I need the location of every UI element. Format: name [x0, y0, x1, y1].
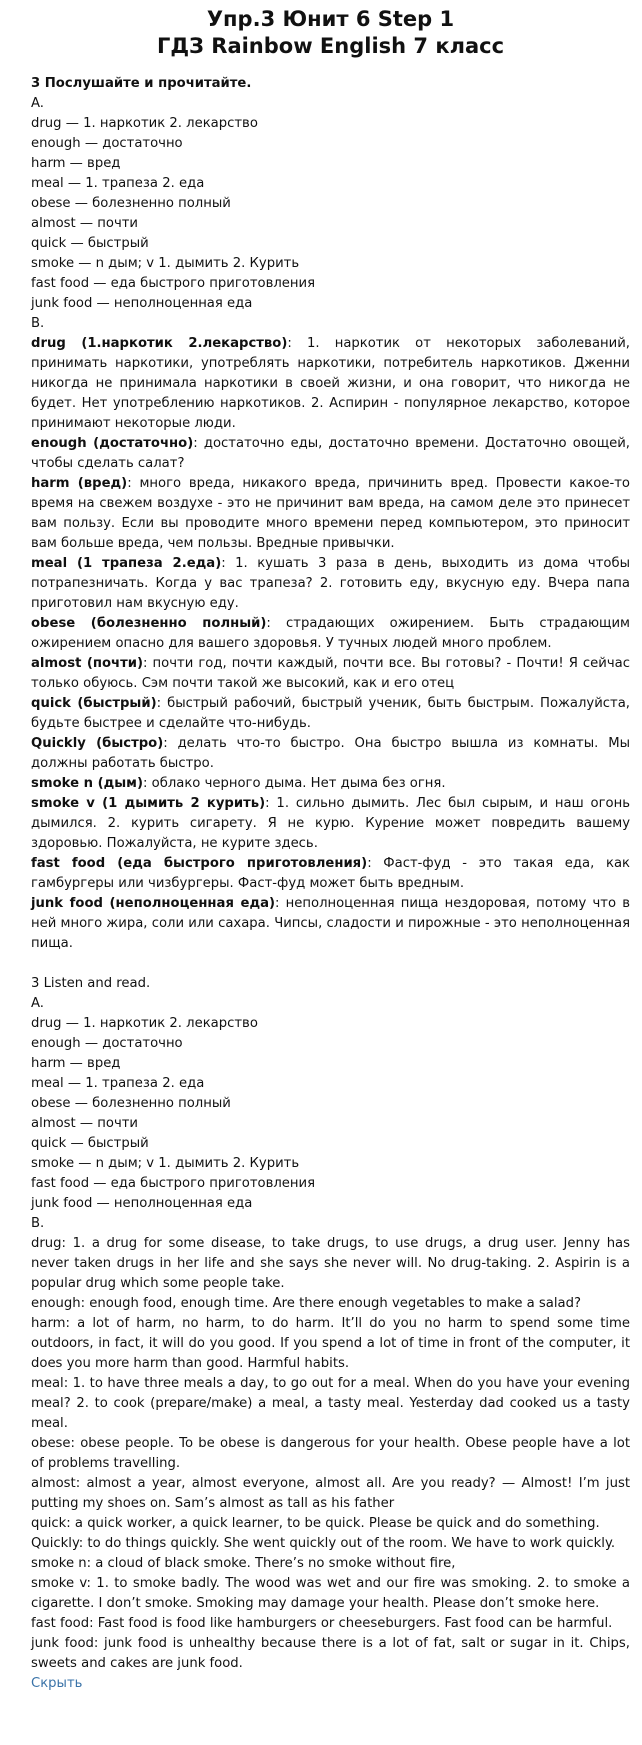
- section-gap: [31, 954, 630, 974]
- entry-paragraph: [31, 434, 630, 474]
- vocab-item: harm — вред: [31, 156, 121, 171]
- vocab-item: fast food — еда быстрого приготовления: [31, 1176, 316, 1191]
- entry-paragraph: [31, 554, 630, 614]
- entry-paragraph: [31, 334, 630, 434]
- entry-paragraph: meal: 1. to have three meals a day, to go out for a meal. When do you have your evening meal? 2. to cook (prepare/make) a meal, a tasty meal. Yesterday dad cooked us a tasty meal.: [31, 1376, 630, 1431]
- entry-paragraph: almost: almost a year, almost everyone, almost all. Are you ready? — Almost! I’m just putting my shoes on. Sam’s almost as tall as his father: [31, 1476, 630, 1511]
- entry-paragraph: Quickly: to do things quickly. She went quickly out of the room. We have to work quickly.: [31, 1536, 616, 1551]
- entry-paragraph: [31, 694, 630, 734]
- entry-definition: : неполноценная пища нездоровая, потому что в ней много жира, соли или сахара. Чипсы, сладости и пирожные - это неполноценная пища.: [31, 896, 630, 951]
- english-label-a: A.: [31, 996, 44, 1011]
- vocab-item: meal — 1. трапеза 2. еда: [31, 176, 205, 191]
- english-label-b: B.: [31, 1216, 45, 1231]
- vocab-item: almost — почти: [31, 1116, 139, 1131]
- entry-paragraph: enough: enough food, enough time. Are there enough vegetables to make a salad?: [31, 1296, 582, 1311]
- vocab-item: junk food — неполноценная еда: [31, 1196, 253, 1211]
- vocab-item: drug — 1. наркотик 2. лекарство: [31, 116, 258, 131]
- entry-definition: : быстрый рабочий, быстрый ученик, быть быстрым. Пожалуйста, будьте быстрее и сделайте что-нибудь.: [31, 696, 630, 731]
- collapse-link[interactable]: Скрыть: [31, 1676, 83, 1691]
- entry-paragraph: junk food: junk food is unhealthy because there is a lot of fat, salt or sugar in it. Chips, sweets and cakes are junk food.: [31, 1636, 630, 1671]
- entry-definition: : 1. сильно дымить. Лес был сырым, и наш огонь дымился. 2. курить сигарету. Я не курю. Курение может повредить вашему здоровью. Пожалуйста, не курите здесь.: [31, 796, 630, 851]
- entry-paragraph: [31, 614, 630, 654]
- entry-paragraph: [31, 794, 630, 854]
- entry-term: junk food (неполноценная еда): [31, 896, 276, 911]
- vocab-item: drug — 1. наркотик 2. лекарство: [31, 1016, 258, 1031]
- entry-definition: : 1. наркотик от некоторых заболеваний, принимать наркотики, употреблять наркотики, потребитель наркотиков. Дженни никогда не принимала наркотики в своей жизни, и она говорит, что никогда не будет. Нет употреблению наркотиков. 2. Аспирин - популярное лекарство, которое принимают некоторые люди.: [31, 336, 630, 431]
- vocab-item: meal — 1. трапеза 2. еда: [31, 1076, 205, 1091]
- russian-label-a: A.: [31, 96, 44, 111]
- entry-definition: : 1. кушать 3 раза в день, выходить из дома чтобы потрапезничать. Когда у вас трапеза? 2. готовить еду, вкусную еду. Вчера папа приготовил нам вкусную еду.: [31, 556, 630, 611]
- vocab-item: enough — достаточно: [31, 1036, 183, 1051]
- entry-term: meal (1 трапеза 2.еда): [31, 556, 222, 571]
- english-section: [31, 974, 630, 1674]
- vocab-item: quick — быстрый: [31, 1136, 149, 1151]
- entry-definition: : достаточно еды, достаточно времени. Достаточно овощей, чтобы сделать салат?: [31, 436, 630, 471]
- title-line-1: Упр.3 Юнит 6 Step 1: [206, 7, 455, 31]
- entry-term: Quickly (быстро): [31, 736, 164, 751]
- entry-term: drug (1.наркотик 2.лекарство): [31, 336, 288, 351]
- vocab-item: harm — вред: [31, 1056, 121, 1071]
- entry-term: almost (почти): [31, 656, 144, 671]
- english-heading: 3 Listen and read.: [31, 976, 151, 991]
- entry-definition: : Фаст-фуд - это такая еда, как гамбургеры или чизбургеры. Фаст-фуд может быть вредным.: [31, 856, 630, 891]
- entry-paragraph: [31, 854, 630, 894]
- entry-paragraph: smoke n: a cloud of black smoke. There’s no smoke without fire,: [31, 1556, 456, 1571]
- entry-term: smoke n (дым): [31, 776, 143, 791]
- vocab-item: almost — почти: [31, 216, 139, 231]
- entry-definition: : страдающих ожирением. Быть страдающим ожирением опасно для вашего здоровья. У тучных людей много проблем.: [31, 616, 630, 651]
- english-vocab-list: [31, 1014, 630, 1214]
- entry-paragraph: fast food: Fast food is food like hamburgers or cheeseburgers. Fast food can be harmful.: [31, 1616, 613, 1631]
- entry-paragraph: [31, 774, 630, 794]
- entry-paragraph: smoke v: 1. to smoke badly. The wood was wet and our fire was smoking. 2. to smoke a cigarette. I don’t smoke. Smoking may damage your health. Please don’t smoke here.: [31, 1576, 630, 1611]
- entry-paragraph: [31, 734, 630, 774]
- russian-label-b: B.: [31, 316, 45, 331]
- entry-term: obese (болезненно полный): [31, 616, 267, 631]
- russian-entries: [31, 334, 630, 954]
- title-line-2: ГДЗ Rainbow English 7 класс: [156, 34, 505, 58]
- vocab-item: junk food — неполноценная еда: [31, 296, 253, 311]
- english-entries: [31, 1234, 630, 1674]
- vocab-item: obese — болезненно полный: [31, 196, 231, 211]
- entry-term: harm (вред): [31, 476, 128, 491]
- entry-term: enough (достаточно): [31, 436, 194, 451]
- entry-definition: : много вреда, никакого вреда, причинить вред. Провести какое-то время на свежем воздухе - это не причинит вам вреда, на самом деле это принесет вам пользу. Если вы проводите много времени перед компьютером, это приносит вам больше вреда, чем пользы. Вредные привычки.: [31, 476, 630, 551]
- vocab-item: quick — быстрый: [31, 236, 149, 251]
- entry-paragraph: quick: a quick worker, a quick learner, to be quick. Please be quick and do something.: [31, 1516, 600, 1531]
- entry-definition: : почти год, почти каждый, почти все. Вы готовы? - Почти! Я сейчас только обуюсь. Сэм почти такой же высокий, как и его отец: [31, 656, 630, 691]
- vocab-item: smoke — n дым; v 1. дымить 2. Курить: [31, 256, 300, 271]
- entry-paragraph: drug: 1. a drug for some disease, to take drugs, to use drugs, a drug user. Jenny has never taken drugs in her life and she says she never will. No drug-taking. 2. Aspirin is a popular drug which some people take.: [31, 1236, 630, 1291]
- entry-term: fast food (еда быстрого приготовления): [31, 856, 368, 871]
- russian-section: [31, 74, 630, 954]
- russian-heading: 3 Послушайте и прочитайте.: [31, 76, 252, 91]
- entry-paragraph: [31, 474, 630, 554]
- entry-paragraph: [31, 654, 630, 694]
- entry-paragraph: harm: a lot of harm, no harm, to do harm. It’ll do you no harm to spend some time outdoors, in fact, it will do you good. If you spend a lot of time in front of the computer, it does you more harm than good. Harmful habits.: [31, 1316, 630, 1371]
- entry-term: quick (быстрый): [31, 696, 157, 711]
- entry-definition: : облако черного дыма. Нет дыма без огня.: [143, 776, 446, 791]
- entry-paragraph: [31, 894, 630, 954]
- vocab-item: enough — достаточно: [31, 136, 183, 151]
- page-title: [31, 6, 630, 60]
- entry-paragraph: obese: obese people. To be obese is dangerous for your health. Obese people have a lot of problems travelling.: [31, 1436, 630, 1471]
- entry-term: smoke v (1 дымить 2 курить): [31, 796, 266, 811]
- russian-vocab-list: [31, 114, 630, 314]
- entry-definition: : делать что-то быстро. Она быстро вышла из комнаты. Мы должны работать быстро.: [31, 736, 630, 771]
- vocab-item: obese — болезненно полный: [31, 1096, 231, 1111]
- vocab-item: fast food — еда быстрого приготовления: [31, 276, 316, 291]
- vocab-item: smoke — n дым; v 1. дымить 2. Курить: [31, 1156, 300, 1171]
